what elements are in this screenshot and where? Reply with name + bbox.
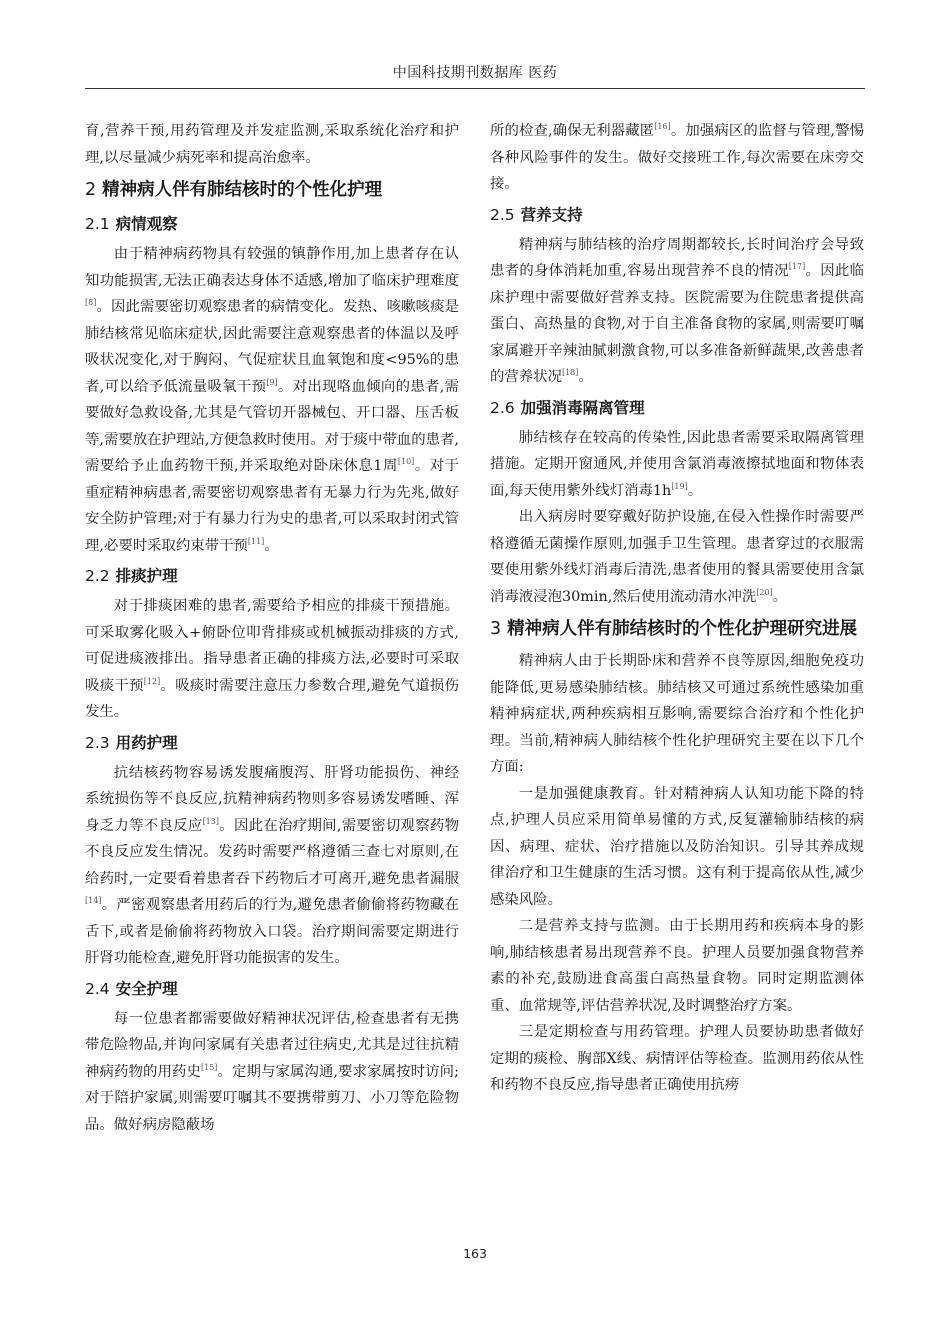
paragraph-research-progress: 精神病人由于长期卧床和营养不良等原因,细胞免疫功能降低,更易感染肺结核。肺结核又可通过系统性感染加重精神病症状,两种疾病相互影响,需要综合治疗和个性化护理。当前,精神病人肺结核个性化护理研究主要在以下几个方面: [490, 653, 864, 775]
section-title: 精神病人伴有肺结核时的个性化护理 [102, 180, 383, 200]
subsection-title: 排痰护理 [115, 567, 178, 585]
section-title: 精神病人伴有肺结核时的个性化护理研究进展 [507, 619, 858, 639]
citation-17: [17] [788, 262, 806, 271]
section-3-heading [490, 614, 864, 644]
citation-15: [15] [200, 1062, 218, 1072]
subsection-2-6-heading [490, 393, 864, 423]
subsection-title: 安全护理 [115, 979, 178, 998]
citation-20: [20] [756, 587, 773, 597]
subsection-number: 2.5 [490, 205, 515, 224]
section-number: 3 [490, 619, 502, 639]
subsection-title: 用药护理 [115, 733, 178, 752]
paragraph-safety-care: 每一位患者都需要做好精神状况评估,检查患者有无携带危险物品,并询问家属有关患者过往病史,尤其是过往抗精神病药物的用药史[15]。定期与家属沟通,要求家属按时访问;对于陪护家属,则需要叮嘱其不要携带剪刀、小刀等危险物品。做好病房隐蔽场 [85, 1010, 459, 1133]
subsection-2-5-heading [490, 200, 864, 230]
paragraph-health-education: 一是加强健康教育。针对精神病人认知功能下降的特点,护理人员应采用简单易懂的方式,反复灌输肺结核的病因、病理、症状、治疗措施以及防治知识。引导其养成规律治疗和卫生健康的生活习惯。这有利于提高依从性,减少感染风险。 [490, 785, 864, 908]
paragraph-nutrition-support: 精神病与肺结核的治疗周期都较长,长时间治疗会导致患者的身体消耗加重,容易出现营养不良的情况[17]。因此临床护理中需要做好营养支持。医院需要为住院患者提供高蛋白、高热量的食物,对于自主准备食物的家属,则需要叮嘱家属避开辛辣油腻刺激食物,可以多准备新鲜蔬果,改善患者的营养状况[18]。 [490, 236, 864, 385]
paragraph-safety-continued: 所的检查,确保无利器藏匿[16]。加强病区的监督与管理,警惕各种风险事件的发生。做好交接班工作,每次需要在床旁交接。 [490, 122, 864, 192]
paragraph-nutrition-monitoring: 二是营养支持与监测。由于长期用药和疾病本身的影响,肺结核患者易出现营养不良。护理人员要加强食物营养素的补充,鼓励进食高蛋白高热量食物。同时定期监测体重、血常规等,评估营养状况,及时调整治疗方案。 [490, 918, 864, 1014]
citation-8: [8] [85, 298, 97, 307]
citation-14: [14] [85, 896, 102, 905]
citation-12: [12] [143, 676, 161, 686]
paragraph-medication-care: 抗结核药物容易诱发腹痛腹泻、肝肾功能损伤、神经系统损伤等不良反应,抗精神病药物则多容易诱发嗜睡、浑身乏力等不良反应[13]。因此在治疗期间,需要密切观察药物不良反应发生情况。发药时需要严格遵循三查七对原则,在给药时,一定要看着患者吞下药物后才可离开,避免患者漏服[14]。严密观察患者用药后的行为,避免患者偷偷将药物藏在舌下,或者是偷偷将药物放入口袋。治疗期间需要定期进行肝肾功能检查,避免肝肾功能损害的发生。 [85, 764, 459, 966]
subsection-2-4-heading [85, 974, 459, 1004]
section-2-heading [85, 175, 459, 205]
page-number: 163 [463, 1246, 487, 1261]
paragraph-sputum-care: 对于排痰困难的患者,需要给予相应的排痰干预措施。可采取雾化吸入+俯卧位叩背排痰或机械振动排痰的方式,可促进痰液排出。指导患者正确的排痰方法,必要时可采取吸痰干预[12]。吸痰时需要注意压力参数合理,避免气道损伤发生。 [85, 598, 459, 720]
subsection-number: 2.1 [85, 215, 110, 233]
citation-10: [10] [397, 457, 415, 466]
paragraph-condition-observation: 由于精神病药物具有较强的镇静作用,加上患者存在认知功能损害,无法正确表达身体不适感,增加了临床护理难度[8]。因此需要密切观察患者的病情变化。发热、咳嗽咳痰是肺结核常见临床症状,因此需要注意观察患者的体温以及呼吸状况变化,对于胸闷、气促症状且血氧饱和度<95%的患者,可以给予低流量吸氧干预[9]。对出现咯血倾向的患者,需要做好急救设备,尤其是气管切开器械包、开口器、压舌板等,需要放在护理站,方便急救时使用。对于痰中带血的患者,需要给予止血药物干预,并采取绝对卧床休息1周[10]。对于重症精神病患者,需要密切观察患者有无暴力行为先兆,做好安全防护管理;对于有暴力行为史的患者,可以采取封闭式管理,必要时采取约束带干预[11]。 [85, 246, 459, 554]
subsection-number: 2.3 [85, 733, 110, 752]
journal-header: 中国科技期刊数据库 医药 [392, 65, 558, 81]
subsection-2-3-heading [85, 728, 459, 758]
subsection-2-1-heading [85, 209, 459, 239]
right-column [490, 118, 864, 1099]
section-number: 2 [85, 180, 97, 200]
citation-19: [19] [671, 481, 688, 491]
citation-13: [13] [202, 816, 219, 826]
paragraph-isolation-1: 肺结核存在较高的传染性,因此患者需要采取隔离管理措施。定期开窗通风,并使用含氯消毒液擦拭地面和物体表面,每天使用紫外线灯消毒1h[19]。 [490, 429, 864, 499]
subsection-title: 营养支持 [520, 205, 583, 224]
citation-9: [9] [266, 377, 278, 387]
paragraph-isolation-2: 出入病房时要穿戴好防护设施,在侵入性操作时需要严格遵循无菌操作原则,加强手卫生管理。患者穿过的衣服需要使用紫外线灯消毒后清洗,患者使用的餐具需要使用含氯消毒液浸泡30min,然后使用流动清水冲洗[20]。 [490, 509, 864, 605]
header-divider [85, 88, 865, 89]
subsection-number: 2.4 [85, 979, 110, 998]
subsection-2-2-heading [85, 561, 459, 591]
citation-11: [11] [247, 536, 265, 546]
subsection-number: 2.6 [490, 398, 515, 417]
paragraph-regular-checkup: 三是定期检查与用药管理。护理人员要协助患者做好定期的痰检、胸部X线、病情评估等检查。监测用药依从性和药物不良反应,指导患者正确使用抗痨 [490, 1024, 864, 1093]
citation-16: [16] [654, 122, 671, 131]
left-column [85, 118, 459, 1138]
paragraph-intro-continued: 育,营养干预,用药管理及并发症监测,采取系统化治疗和护理,以尽量减少病死率和提高治愈率。 [85, 123, 459, 166]
citation-18: [18] [561, 368, 579, 377]
subsection-title: 加强消毒隔离管理 [520, 398, 645, 417]
subsection-title: 病情观察 [115, 215, 178, 233]
subsection-number: 2.2 [85, 567, 110, 585]
